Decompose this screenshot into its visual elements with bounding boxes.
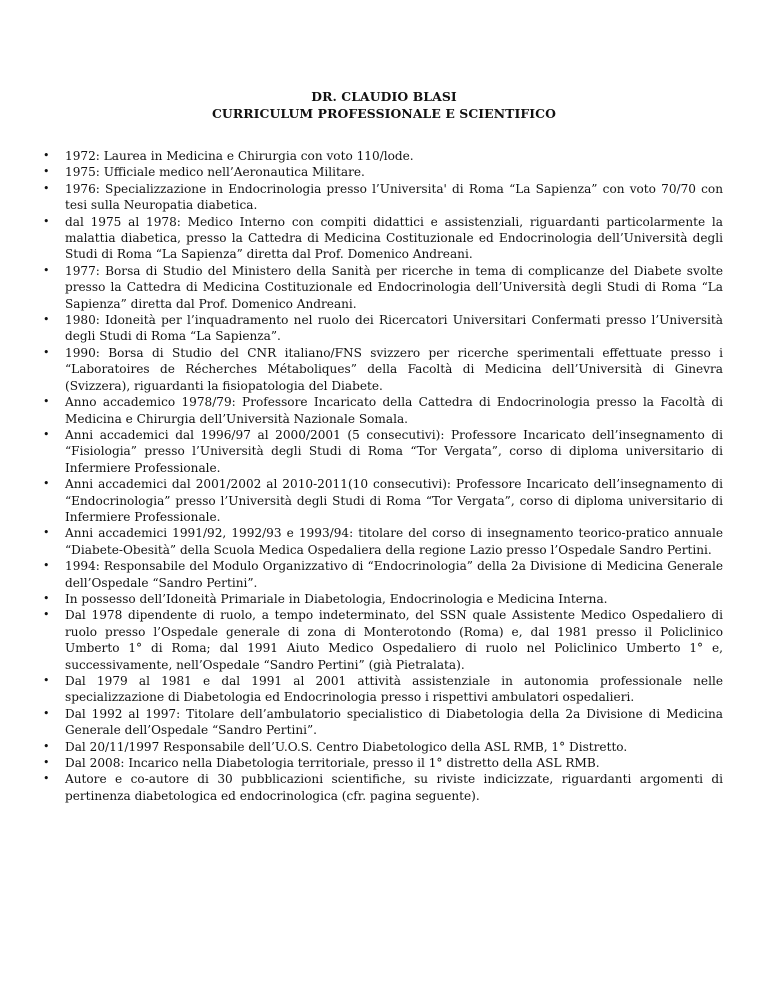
cv-item-text: Dal 20/11/1997 Responsabile dell’U.O.S. Centro Diabetologico della ASL RMB, 1° Distretto. (65, 739, 628, 754)
bullet-icon: • (43, 608, 50, 622)
bullet-icon: • (43, 149, 50, 162)
bullet-icon: • (43, 263, 50, 277)
cv-item-text: Dal 2008: Incarico nella Diabetologia territoriale, presso il 1° distretto della ASL RMB. (65, 756, 600, 771)
cv-list-item (43, 312, 723, 345)
cv-item-text: In possesso dell’Idoneità Primariale in Diabetologia, Endocrinologia e Medicina Interna. (65, 591, 608, 606)
cv-list-item (43, 263, 723, 312)
cv-list-item (43, 164, 723, 180)
bullet-icon: • (43, 526, 50, 540)
bullet-icon: • (43, 739, 50, 753)
cv-item-text: Dal 1979 al 1981 e dal 1991 al 2001 attività assistenziale in autonomia professionale nelle specializzazione di Diabetologia ed Endocrinologia presso i rispettivi ambulatori ospedalieri. (65, 674, 723, 705)
cv-item-list (43, 148, 723, 804)
document-header (0, 88, 768, 122)
bullet-icon: • (43, 706, 50, 720)
cv-item-text: Dal 1978 dipendente di ruolo, a tempo indeterminato, del SSN quale Assistente Medico Ospedaliero di ruolo presso l’Ospedale generale di zona di Monterotondo (Roma) e, dal 1981 presso il Policlinico Umberto 1° di Roma; dal 1991 Aiuto Medico Ospedaliero di ruolo nel Policlinico Umberto 1° e, successivamente, nell’Ospedale “Sandro Pertini” (già Pietralata). (65, 608, 723, 672)
cv-item-text: 1972: Laurea in Medicina e Chirurgia con voto 110/lode. (65, 149, 414, 163)
bullet-icon: • (43, 345, 50, 359)
cv-item-text: 1994: Responsabile del Modulo Organizzativo di “Endocrinologia” della 2a Divisione di Medicina Generale dell’Ospedale “Sandro Pertini”. (65, 559, 723, 590)
cv-item-text: 1976: Specializzazione in Endocrinologia presso l’Universita' di Roma “La Sapienza” con voto 70/70 con tesi sulla Neuropatia diabetica. (65, 181, 723, 213)
cv-list-item (43, 591, 723, 607)
bullet-icon: • (43, 674, 50, 687)
cv-item-text: Anni accademici 1991/92, 1992/93 e 1993/94: titolare del corso di insegnamento teorico-pratico annuale “Diabete-Obesità” della Scuola Medica Ospedaliera della regione Lazio presso l’Ospedale Sandro Pertini. (65, 526, 723, 557)
cv-list-item (43, 345, 723, 394)
cv-item-text: 1977: Borsa di Studio del Ministero della Sanità per ricerche in tema di complicanze del Diabete svolte presso la Cattedra di Medicina Costituzionale ed Endocrinologia dell’Università degli Studi di Roma “La Sapienza” diretta dal Prof. Domenico Andreani. (65, 263, 723, 311)
cv-list-item (43, 148, 723, 164)
cv-list-item (43, 214, 723, 263)
document-title: CURRICULUM PROFESSIONALE E SCIENTIFICO (211, 106, 557, 121)
bullet-icon: • (43, 313, 50, 327)
cv-list-item (43, 394, 723, 427)
cv-list-item (43, 771, 723, 804)
bullet-icon: • (43, 427, 50, 441)
cv-item-text: Dal 1992 al 1997: Titolare dell’ambulatorio specialistico di Diabetologia della 2a Divisione di Medicina Generale dell’Ospedale “Sandro Pertini”. (65, 706, 723, 738)
cv-list-item (43, 181, 723, 214)
cv-list-item (43, 755, 723, 771)
cv-list-item (43, 673, 723, 706)
cv-item-text: Anni accademici dal 2001/2002 al 2010-2011(10 consecutivi): Professore Incaricato dell’insegnamento di “Endocrinologia” presso l’Università degli Studi di Roma “Tor Vergata”, corso di diploma universitario di Infermiere Professionale. (65, 477, 723, 524)
bullet-icon: • (43, 395, 50, 409)
cv-item-text: dal 1975 al 1978: Medico Interno con compiti didattici e assistenziali, riguardanti particolarmente la malattia diabetica, presso la Cattedra di Medicina Costituzionale ed Endocrinologia dell’Università degli Studi di Roma “La Sapienza” diretta dal Prof. Domenico Andreani. (65, 214, 723, 262)
cv-list-item (43, 525, 723, 558)
cv-item-text: 1990: Borsa di Studio del CNR italiano/FNS svizzero per ricerche sperimentali effettuate presso i “Laboratoires de Récherches Métaboliques” della Facoltà di Medicina dell’Università di Ginevra (Svizzera), riguardanti la fisiopatologia del Diabete. (65, 345, 723, 393)
bullet-icon: • (43, 477, 50, 491)
bullet-icon: • (43, 559, 50, 573)
cv-list-item (43, 476, 723, 525)
cv-item-text: Autore e co-autore di 30 pubblicazioni scientifiche, su riviste indicizzate, riguardanti argomenti di pertinenza diabetologica ed endocrinologica (cfr. pagina seguente). (65, 772, 723, 803)
author-name: DR. CLAUDIO BLASI (311, 89, 457, 104)
bullet-icon: • (43, 772, 50, 786)
cv-list-item (43, 739, 723, 755)
cv-item-text: 1975: Ufficiale medico nell’Aeronautica Militare. (65, 165, 365, 180)
cv-list-item (43, 558, 723, 591)
cv-list-item (43, 427, 723, 476)
cv-item-text: 1980: Idoneità per l’inquadramento nel ruolo dei Ricercatori Universitari Confermati presso l’Università degli Studi di Roma “La Sapienza”. (65, 313, 723, 344)
bullet-icon: • (43, 214, 50, 228)
cv-item-text: Anni accademici dal 1996/97 al 2000/2001 (5 consecutivi): Professore Incaricato dell’insegnamento di “Fisiologia” presso l’Università degli Studi di Roma “Tor Vergata”, corso di diploma universitario di Infermiere Professionale. (65, 427, 723, 475)
bullet-icon: • (43, 165, 50, 179)
cv-list-item (43, 706, 723, 739)
bullet-icon: • (43, 591, 50, 605)
bullet-icon: • (43, 756, 50, 770)
cv-item-text: Anno accademico 1978/79: Professore Incaricato della Cattedra di Endocrinologia presso la Facoltà di Medicina e Chirurgia dell’Università Nazionale Somala. (65, 395, 723, 426)
bullet-icon: • (43, 181, 50, 195)
cv-list-item (43, 607, 723, 673)
